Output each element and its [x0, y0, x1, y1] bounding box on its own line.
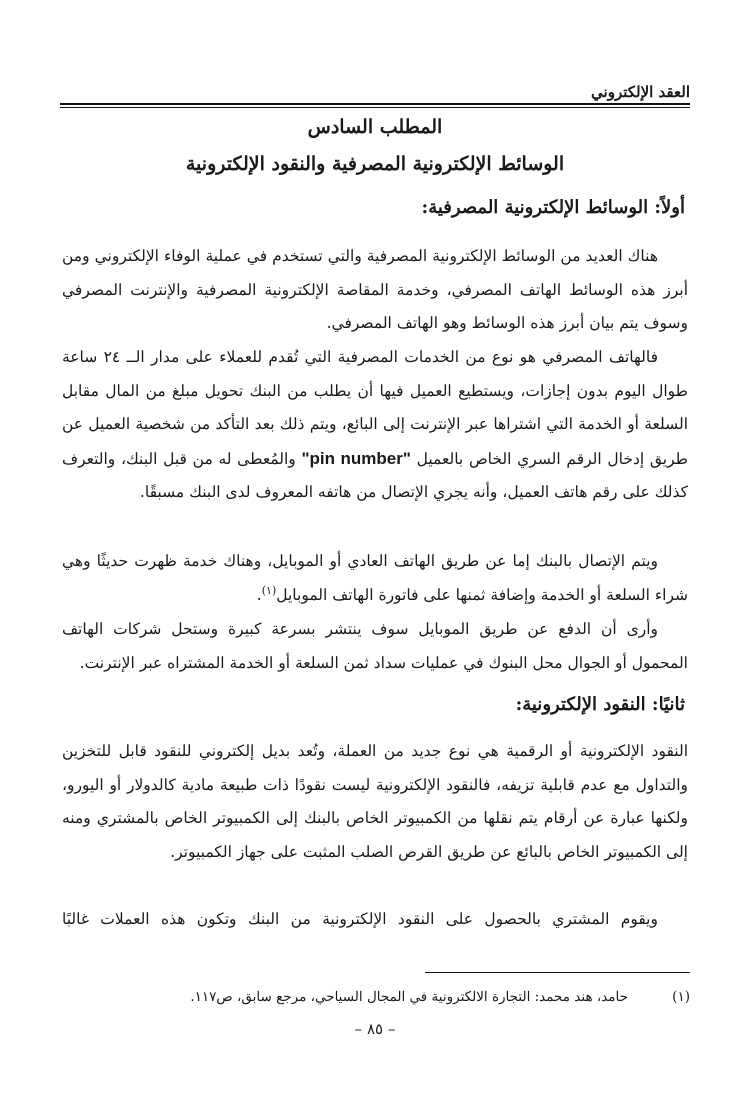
running-header: العقد الإلكتروني	[591, 83, 690, 101]
header-rule-thick	[60, 103, 690, 105]
paragraph-phone-banking-part1: فالهاتف المصرفي هو نوع من الخدمات المصرفية التي تُقدم للعملاء على مدار الــ ٢٤ ساعة طوال اليوم بدون إجازات، ويستطيع العميل فيها أن يطلب من البنك تحويل مبلغ من المال مقابل السلعة أو الخدمة التي اشتراها عبر الإنترنت إلى البائع، ويتم ذلك بعد التأكد من شخصية العميل عن طريق إدخال الرقم السري الخاص بالعميل	[62, 348, 688, 468]
pin-number-term: "pin number"	[301, 448, 411, 468]
paragraph-buyer-obtains: ويقوم المشتري بالحصول على النقود الإلكترونية من البنك وتكون هذه العملات غالبًا	[62, 910, 658, 928]
footnote-number: (١)	[672, 989, 690, 1005]
page-number: – ٨٥ –	[354, 1020, 396, 1038]
paragraph-phone-banking-part2: والمُعطى له من قبل البنك، والتعرف كذلك على رقم هاتف العميل، وأنه يجري الإتصال من هاتفه المعروف لدى البنك مسبقًا.	[62, 449, 688, 502]
section-label: المطلب السادس	[307, 116, 443, 138]
paragraph-phone-banking	[62, 341, 688, 510]
paragraph-banking-intro: هناك العديد من الوسائط الإلكترونية المصرفية والتي تستخدم في عملية الوفاء الإلكتروني ومن أبرز هذه الوسائط الهاتف المصرفي، وخدمة المقاصة الإلكترونية المصرفية والإنترنت المصرفي وسوف يتم بيان أبرز هذه الوسائط وهو الهاتف المصرفي.	[62, 247, 688, 333]
paragraph-mobile-payment-text: ويتم الإتصال بالبنك إما عن طريق الهاتف العادي أو الموبايل، وهناك خدمة ظهرت حديثًا وهي شراء السلعة أو الخدمة وإضافة ثمنها على فاتورة الهاتف الموبايل	[62, 552, 688, 604]
paragraph-mobile-payment	[62, 545, 688, 612]
header-rule-thin	[60, 107, 690, 108]
footnote-separator	[425, 972, 690, 973]
heading-electronic-money: ثانيًا: النقود الإلكترونية:	[515, 694, 685, 715]
section-title: الوسائط الإلكترونية المصرفية والنقود الإلكترونية	[185, 153, 565, 175]
footnote-text: حامد، هند محمد: التجارة الالكترونية في المجال السياحي، مرجع سابق، ص١١٧.	[190, 989, 628, 1005]
paragraph-author-opinion: وأرى أن الدفع عن طريق الموبايل سوف ينتشر بسرعة كبيرة وستحل شركات الهاتف المحمول أو الجوال محل البنوك في عمليات سداد ثمن السلعة أو الخدمة المشتراه عبر الإنترنت.	[62, 620, 688, 672]
footnote-reference: (١)	[261, 583, 277, 597]
paragraph-mobile-payment-end: .	[256, 585, 262, 604]
heading-banking-media: أولاً: الوسائط الإلكترونية المصرفية:	[421, 197, 685, 218]
paragraph-electronic-money: النقود الإلكترونية أو الرقمية هي نوع جديد من العملة، وتُعد بديل إلكتروني للنقود قابل للتخزين والتداول مع عدم قابلية تزيفه، فالنقود الإلكترونية ليست نقودًا ذات طبيعة مادية كالدولار أو اليورو، ولكنها عبارة عن أرقام يتم نقلها من الكمبيوتر الخاص بالبنك إلى الكمبيوتر الخاص بالمشتري ومنه إلى الكمبيوتر الخاص بالبائع عن طريق القرص الصلب المثبت على جهاز الكمبيوتر.	[62, 742, 688, 861]
